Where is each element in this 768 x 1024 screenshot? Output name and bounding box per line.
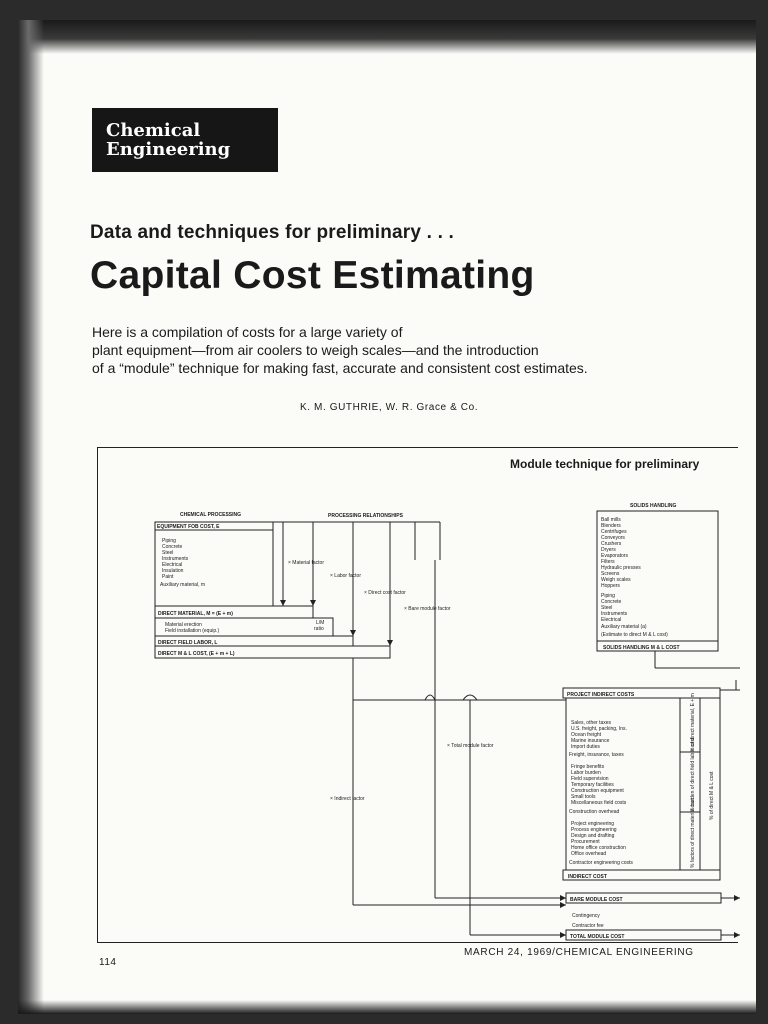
side-label: % factors of direct material cost [690,798,696,868]
solids-equipment: Evaporators [601,553,628,559]
indirect-item: Small tools [571,794,596,800]
indirect-item: Freight, insurance, taxes [569,752,624,758]
solids-equipment: Screens [601,571,620,577]
solids-equipment: Centrifuges [601,529,627,535]
indirect-item: Fringe benefits [571,764,605,770]
processing-relationships-header: PROCESSING RELATIONSHIPS [328,513,403,519]
solids-material: Concrete [601,599,622,605]
side-label: % of direct material, E + m [690,693,696,752]
factor-label: × Material factor [288,560,324,566]
solids-footer-label: SOLIDS HANDLING M & L COST [603,645,680,651]
project-indirect-header: PROJECT INDIRECT COSTS [567,692,635,698]
contractor-fee-label: Contractor fee [572,923,604,929]
solids-equipment: Conveyors [601,535,625,541]
solids-material: Steel [601,605,613,611]
article-author: K. M. GUTHRIE, W. R. Grace & Co. [300,402,479,413]
indirect-item: Miscellaneous field costs [571,800,627,806]
solids-material: Electrical [601,617,622,623]
chem-item: Steel [162,550,174,556]
solids-equipment: Hoppers [601,583,620,589]
indirect-item: U.S. freight, packing, Ins. [571,726,627,732]
indirect-item: Labor burden [571,770,601,776]
solids-equipment: Filters [601,559,615,565]
indirect-item: Process engineering [571,827,617,833]
indirect-item: Home office construction [571,845,626,851]
figure-title: Module technique for preliminary [510,457,700,471]
direct-field-labor-label: DIRECT FIELD LABOR, L [158,640,218,646]
direct-material-label: DIRECT MATERIAL, M = (E + m) [158,611,233,617]
article-kicker: Data and techniques for preliminary . . . [90,222,455,243]
solids-equipment: Dryers [601,547,616,553]
solids-material: Instruments [601,611,628,617]
indirect-item: Design and drafting [571,833,615,839]
chem-item: Electrical [162,562,183,568]
indirect-cost-label: INDIRECT COST [568,874,607,880]
labor-item: Field installation (equip.) [165,628,220,634]
solids-equipment: Blenders [601,523,621,529]
equipment-box-title: EQUIPMENT FOB COST, E [157,524,220,530]
chem-item: Insulation [162,568,184,574]
labor-ratio-label-2: ratio [314,626,324,632]
chemical-processing-header: CHEMICAL PROCESSING [180,512,242,518]
chem-item: Instruments [162,556,189,562]
indirect-item: Marine insurance [571,738,610,744]
solids-auxiliary: Auxiliary material (a) [601,624,647,630]
indirect-item: Procurement [571,839,600,845]
indirect-item: Temporary facilities [571,782,614,788]
indirect-item: Construction equipment [571,788,624,794]
masthead-line-2: Engineering [106,139,231,160]
article-title: Capital Cost Estimating [90,254,535,297]
chem-auxiliary: Auxiliary material, m [160,582,206,588]
solids-equipment: Hydraulic presses [601,565,641,571]
page-number: 114 [99,957,117,968]
solids-equipment: Ball mills [601,517,621,523]
side-label: % burden of direct field labor cost [690,737,696,812]
factor-label: × Labor factor [330,573,361,579]
solids-estimate-note: (Estimate to direct M & L cost) [601,632,668,638]
masthead-line-1: Chemical [106,120,201,141]
indirect-item: Sales, other taxes [571,720,612,726]
indirect-item: Ocean freight [571,732,602,738]
contractor-engineering: Contractor engineering costs [569,860,633,866]
total-module-factor-label: × Total module factor [447,743,494,749]
issue-date-line: MARCH 24, 1969/CHEMICAL ENGINEERING [464,947,694,958]
indirect-factor-label: × Indirect factor [330,796,365,802]
construction-overhead: Construction overhead [569,809,620,815]
deck-line: plant equipment—from air coolers to weigh scales—and the introduction [92,342,539,358]
indirect-item: Office overhead [571,851,607,857]
chem-item: Concrete [162,544,183,550]
indirect-item: Import duties [571,744,600,750]
labor-item: Material erection [165,622,202,628]
direct-ml-cost-label: DIRECT M & L COST, (E + m + L) [158,651,235,657]
chem-item: Paint [162,574,174,580]
factor-label: × Direct cost factor [364,590,406,596]
solids-equipment: Weigh scales [601,577,631,583]
labor-ratio-label: L/M [316,620,325,626]
side-label: % of direct M & L cost [709,771,715,820]
factor-label: × Bare module factor [404,606,451,612]
solids-material: Piping [601,593,615,599]
bare-module-cost-label: BARE MODULE COST [570,897,623,903]
deck-line: Here is a compilation of costs for a large variety of [92,324,403,340]
deck-line: of a “module” technique for making fast, accurate and consistent cost estimates. [92,360,588,376]
solids-equipment: Crushers [601,541,622,547]
contingency-label: Contingency [572,913,600,919]
indirect-item: Project engineering [571,821,615,827]
indirect-item: Field supervision [571,776,609,782]
solids-handling-header: SOLIDS HANDLING [630,503,677,509]
chem-item: Piping [162,538,176,544]
total-module-cost-label: TOTAL MODULE COST [570,934,625,940]
